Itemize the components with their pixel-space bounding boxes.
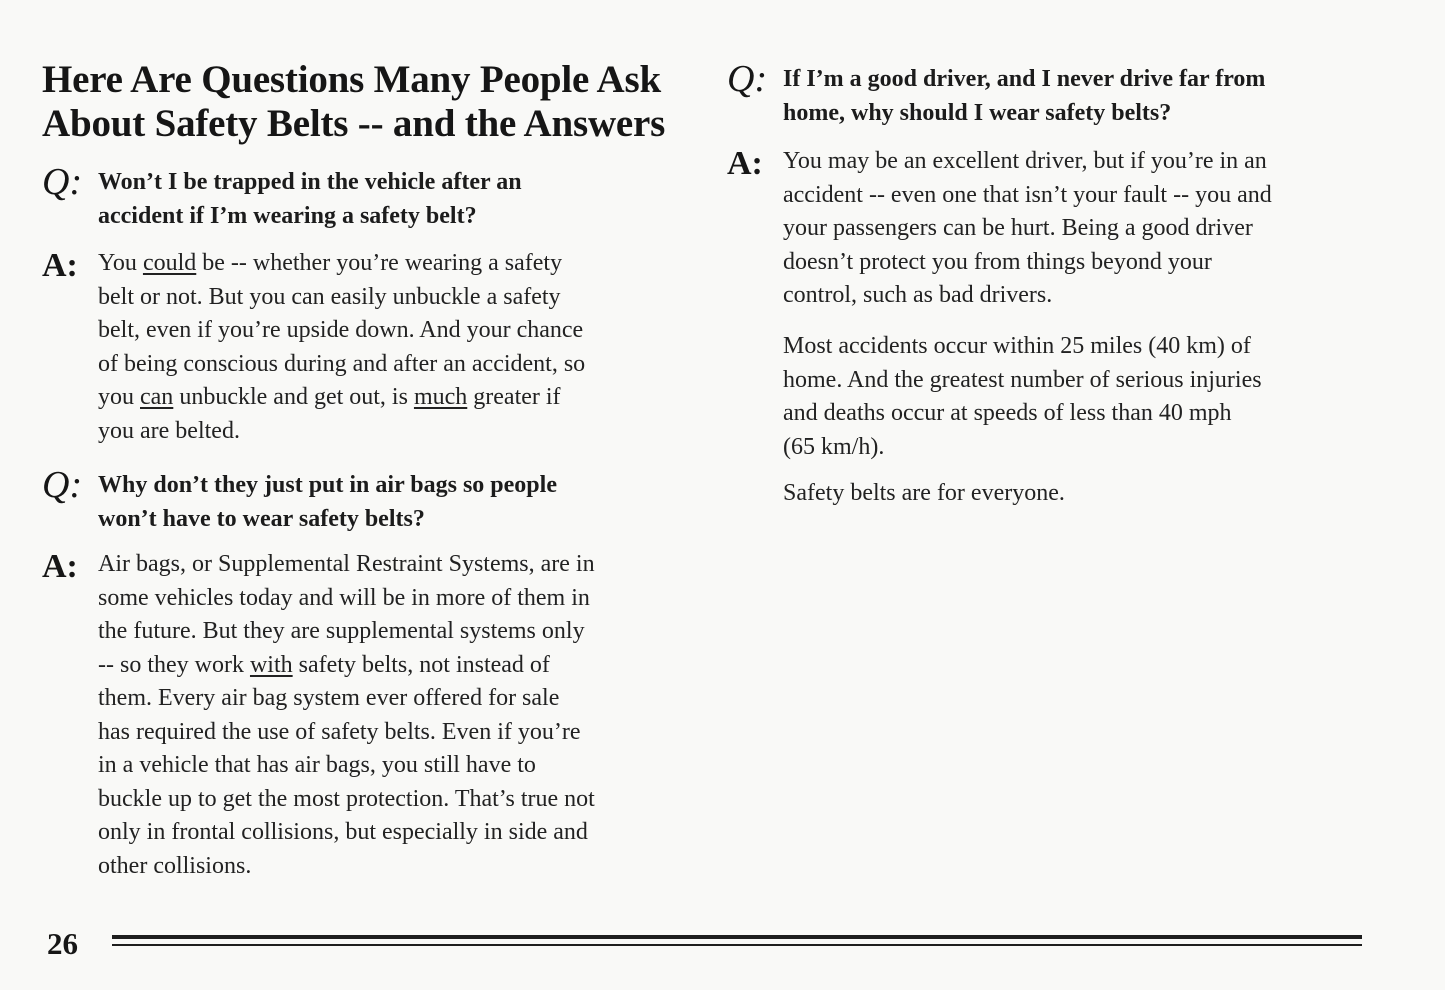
text-line: (65 km/h).: [783, 433, 885, 460]
question-line: won’t have to wear safety belts?: [98, 505, 425, 532]
page-heading: [42, 58, 665, 146]
question-text: [98, 469, 557, 536]
text-line: buckle up to get the most protection. That’s true not: [98, 785, 595, 812]
question-line: If I’m a good driver, and I never drive far from: [783, 66, 1266, 92]
answer-text: [98, 548, 595, 883]
text-line: belt, even if you’re upside down. And your chance: [98, 317, 584, 343]
text-line: Air bags, or Supplemental Restraint Systems, are in: [98, 551, 595, 577]
text-line: in a vehicle that has air bags, you still have to: [98, 752, 536, 778]
text-line: You may be an excellent driver, but if you’re in an: [783, 148, 1267, 174]
text-line: only in frontal collisions, but especially in side and: [98, 819, 588, 845]
text-line: the future. But they are supplemental systems only: [98, 618, 585, 644]
text-line: doesn’t protect you from things beyond your: [783, 248, 1212, 275]
text-line: other collisions.: [98, 852, 252, 879]
footer-rule: [112, 935, 1362, 949]
answer-marker: A:: [727, 145, 763, 182]
text-line: Most accidents occur within 25 miles (40 km) of: [783, 333, 1251, 359]
text-line: you can unbuckle and get out, is much greater if: [98, 384, 561, 410]
question-text: [783, 63, 1265, 130]
underlined-word: could: [142, 250, 197, 276]
underlined-word: with: [249, 651, 293, 678]
question-marker: Q:: [727, 58, 768, 100]
text-line: belt or not. But you can easily unbuckle a safety: [98, 283, 561, 310]
text-line: accident -- even one that isn’t your fault -- you and: [783, 181, 1272, 208]
answer-marker: A:: [42, 548, 78, 585]
heading-line-1: Here Are Questions Many People Ask: [42, 58, 661, 101]
answer-marker: A:: [42, 247, 78, 284]
text-line: has required the use of safety belts. Even if you’re: [98, 718, 581, 745]
question-line: home, why should I wear safety belts?: [783, 99, 1172, 126]
text-line: and deaths occur at speeds of less than 40 mph: [783, 400, 1232, 426]
footer-rule-thin: [112, 944, 1362, 946]
question-marker: Q:: [42, 464, 83, 506]
text-line: you are belted.: [98, 417, 240, 444]
answer-text: [98, 247, 585, 448]
text-line: home. And the greatest number of serious injuries: [783, 366, 1262, 393]
text-line: -- so they work with safety belts, not instead of: [98, 651, 550, 678]
text-line: some vehicles today and will be in more of them in: [98, 584, 590, 611]
text-line: control, such as bad drivers.: [783, 282, 1053, 308]
text-line: of being conscious during and after an accident, so: [98, 350, 586, 377]
question-text: [98, 166, 522, 233]
underlined-word: can: [140, 384, 174, 410]
text-line: Safety belts are for everyone.: [783, 480, 1065, 506]
answer-text: [783, 145, 1272, 313]
footer-rule-thick: [112, 935, 1362, 939]
text-line: You could be -- whether you’re wearing a safety: [98, 250, 563, 276]
question-line: Won’t I be trapped in the vehicle after an: [98, 169, 522, 195]
question-marker: Q:: [42, 161, 83, 203]
heading-line-2: About Safety Belts -- and the Answers: [42, 102, 666, 145]
question-line: accident if I’m wearing a safety belt?: [98, 202, 477, 229]
text-line: them. Every air bag system ever offered for sale: [98, 685, 560, 711]
answer-paragraph: [783, 330, 1262, 464]
underlined-word: much: [413, 384, 468, 410]
question-line: Why don’t they just put in air bags so people: [98, 472, 557, 498]
page-number: 26: [47, 926, 78, 961]
answer-paragraph: [783, 477, 1065, 511]
text-line: your passengers can be hurt. Being a good driver: [783, 215, 1253, 241]
